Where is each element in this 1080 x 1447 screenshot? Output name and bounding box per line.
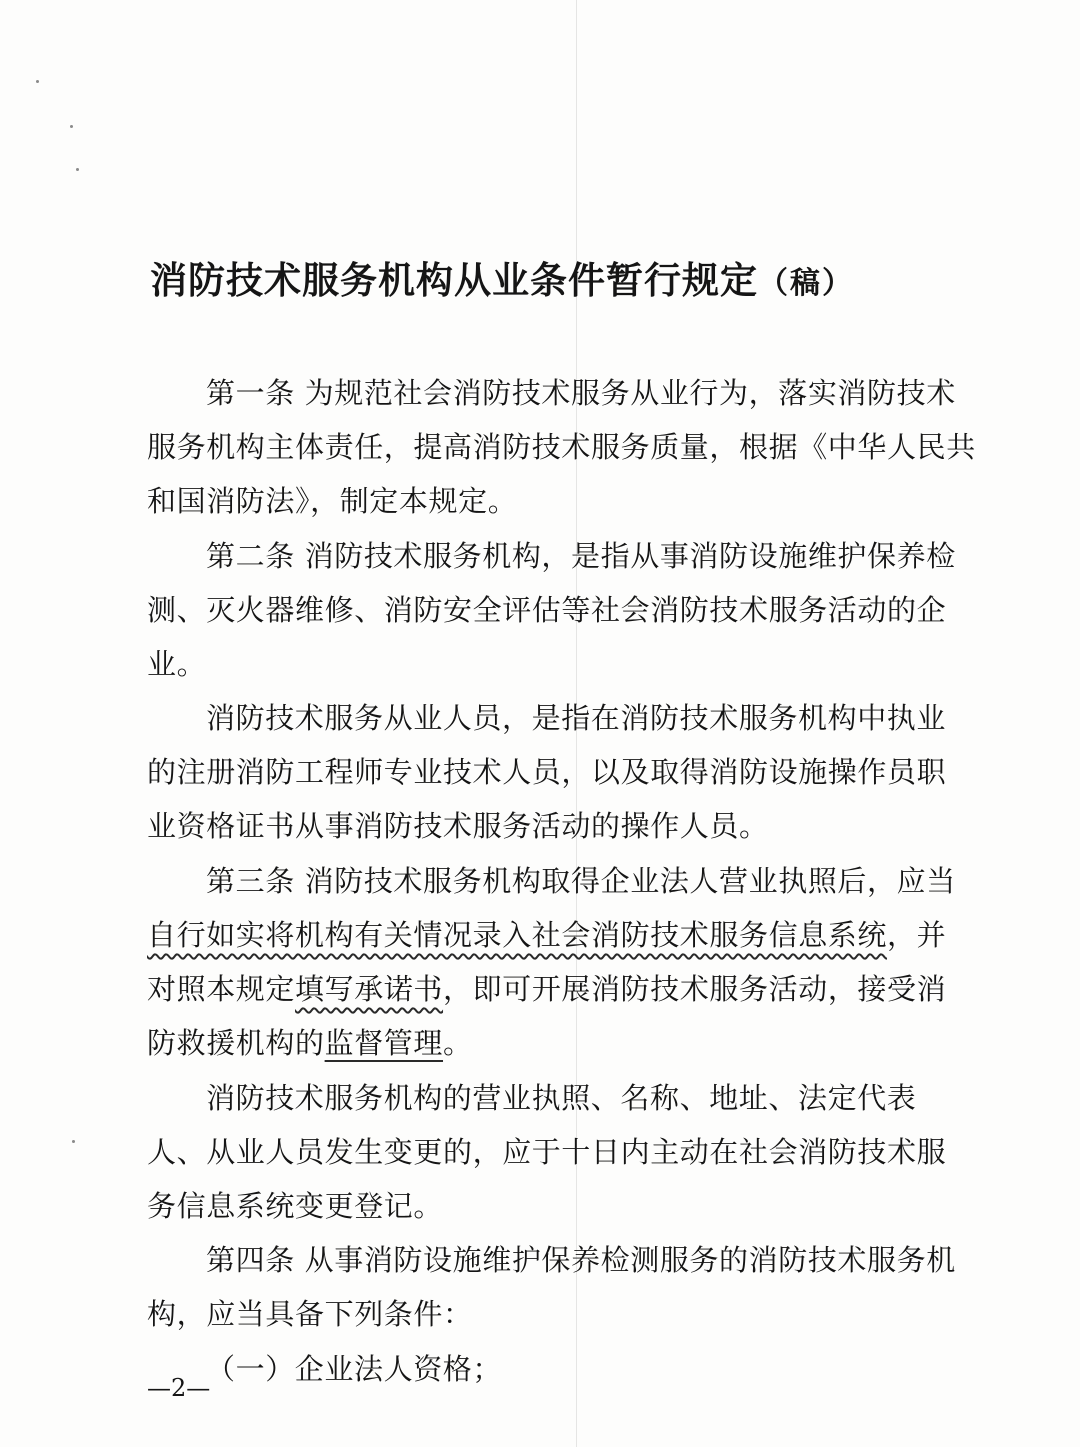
text-line: 测、灭火器维修、消防安全评估等社会消防技术服务活动的企: [147, 593, 947, 627]
text-line: [147, 915, 946, 955]
scan-speck: [72, 1140, 75, 1143]
handwritten-wavy-underline: 自行如实将机构有关情况录入社会消防技术服务信息系统: [147, 918, 888, 952]
text-line: 务信息系统变更登记。: [147, 1189, 444, 1223]
scan-speck: [76, 168, 79, 171]
text-line: 构，应当具备下列条件：: [147, 1297, 473, 1331]
text-line: 业。: [147, 647, 207, 681]
text-line: 第三条 消防技术服务机构取得企业法人营业执照后，应当: [206, 864, 956, 898]
text-line: 第二条 消防技术服务机构，是指从事消防设施维护保养检: [206, 539, 956, 573]
text-line: 消防技术服务从业人员，是指在消防技术服务机构中执业: [206, 701, 947, 735]
text-span: 对照本规定: [147, 972, 296, 1006]
text-line: [147, 969, 946, 1009]
scan-speck: [36, 80, 39, 83]
text-span: 。: [443, 1026, 473, 1060]
handwritten-wavy-underline: 填写承诺书: [295, 972, 444, 1006]
page-number: —2—: [147, 1374, 211, 1402]
title-draft-mark: （稿）: [758, 266, 854, 301]
text-line: （一）企业法人资格；: [206, 1352, 503, 1386]
text-line: [147, 1023, 473, 1063]
text-line: 的注册消防工程师专业技术人员，以及取得消防设施操作员职: [147, 755, 947, 789]
text-line: 业资格证书从事消防技术服务活动的操作人员。: [147, 809, 769, 843]
text-span: ，并: [887, 918, 947, 952]
text-line: 和国消防法》，制定本规定。: [147, 484, 518, 518]
title-text: 消防技术服务机构从业条件暂行规定: [150, 258, 758, 302]
text-line: 人、从业人员发生变更的，应于十日内主动在社会消防技术服: [147, 1135, 947, 1169]
text-line: 服务机构主体责任，提高消防技术服务质量，根据《中华人民共: [147, 430, 976, 464]
text-line: 消防技术服务机构的营业执照、名称、地址、法定代表: [206, 1081, 917, 1115]
scan-speck: [70, 125, 73, 128]
document-title: [150, 250, 950, 314]
text-line: 第一条 为规范社会消防技术服务从业行为，落实消防技术: [206, 376, 956, 410]
text-line: 第四条 从事消防设施维护保养检测服务的消防技术服务机: [206, 1243, 956, 1277]
text-span: ，即可开展消防技术服务活动，接受消: [443, 972, 947, 1006]
text-span: 防救援机构的: [147, 1026, 325, 1060]
handwritten-underline: 监督管理: [324, 1026, 444, 1060]
